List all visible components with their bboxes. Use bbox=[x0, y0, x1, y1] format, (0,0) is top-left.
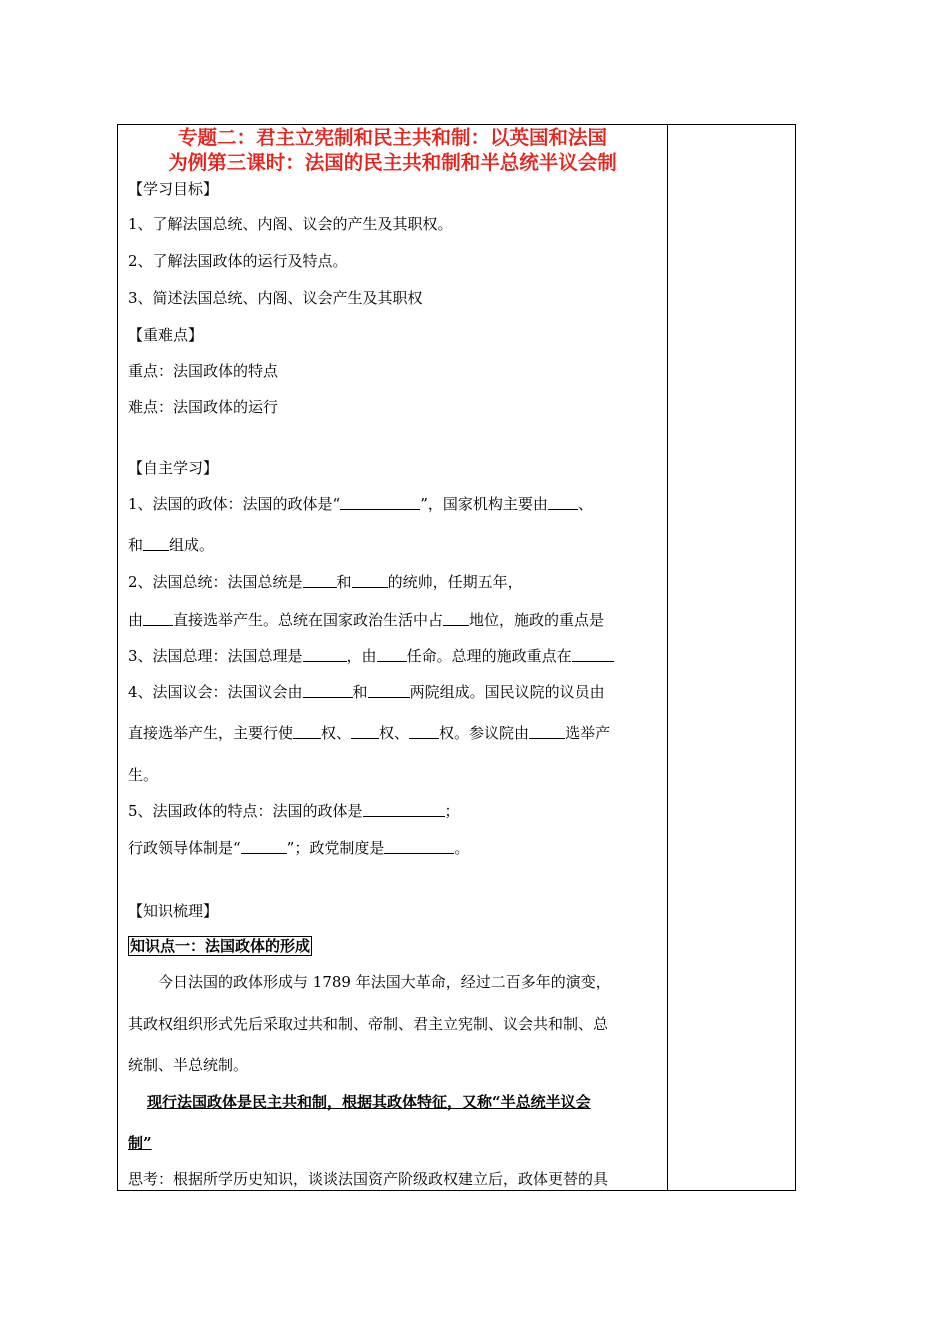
fill-blank[interactable] bbox=[352, 572, 388, 588]
fill-blank[interactable] bbox=[572, 646, 614, 662]
paragraph-line: 其政权组织形式先后采取过共和制、帝制、君主立宪制、议会共和制、总 bbox=[128, 1015, 609, 1033]
right-column-divider bbox=[667, 125, 668, 1190]
goal-item: 2、了解法国政体的运行及特点。 bbox=[128, 252, 348, 270]
fill-blank[interactable] bbox=[409, 723, 439, 739]
knowledge-heading: 【知识梳理】 bbox=[128, 902, 219, 920]
key-difficulty: 难点：法国政体的运行 bbox=[128, 398, 279, 416]
fill-blank[interactable] bbox=[303, 682, 353, 698]
paragraph-line: 今日法国的政体形成与 1789 年法国大革命，经过二百多年的演变， bbox=[158, 973, 611, 991]
main-cell bbox=[118, 125, 667, 1190]
goal-item: 1、了解法国总统、内阁、议会的产生及其职权。 bbox=[128, 215, 453, 233]
fill-blank[interactable] bbox=[303, 572, 337, 588]
fill-blank[interactable] bbox=[368, 682, 410, 698]
think-question: 思考：根据所学历史知识，谈谈法国资产阶级政权建立后，政体更替的具 bbox=[128, 1170, 609, 1188]
fill-blank[interactable] bbox=[363, 801, 445, 817]
question-5-cont: 行政领导体制是“ ”；政党制度是 。 bbox=[128, 839, 470, 857]
fill-blank[interactable] bbox=[384, 838, 454, 854]
question-5: 5、法国政体的特点：法国的政体是 ； bbox=[128, 802, 460, 820]
question-2: 2、法国总统：法国总统是 和 的统帅，任期五年， bbox=[128, 573, 523, 591]
page-title-line1: 专题二：君主立宪制和民主共和制：以英国和法国 bbox=[177, 126, 607, 149]
key-focus: 重点：法国政体的特点 bbox=[128, 362, 279, 380]
key-heading: 【重难点】 bbox=[128, 326, 204, 344]
self-study-heading: 【自主学习】 bbox=[128, 459, 219, 477]
fill-blank[interactable] bbox=[241, 838, 287, 854]
question-3: 3、法国总理：法国总理是 ，由 任命。总理的施政重点在 bbox=[128, 646, 659, 666]
paragraph-line: 统制、半总统制。 bbox=[128, 1056, 249, 1074]
bold-statement-line: 制” bbox=[128, 1134, 152, 1152]
fill-blank[interactable] bbox=[293, 723, 321, 739]
knowledge-point-1 bbox=[128, 936, 659, 956]
fill-blank[interactable] bbox=[303, 646, 347, 662]
question-1: 1、法国的政体：法国的政体是“ ”，国家机构主要由 、 bbox=[128, 495, 593, 513]
knowledge-point-title: 知识点一：法国政体的形成 bbox=[130, 937, 311, 955]
goals-heading: 【学习目标】 bbox=[128, 180, 219, 198]
document-table bbox=[117, 124, 796, 1191]
fill-blank[interactable] bbox=[443, 610, 469, 626]
fill-blank[interactable] bbox=[548, 494, 578, 510]
fill-blank[interactable] bbox=[377, 646, 407, 662]
fill-blank[interactable] bbox=[143, 535, 169, 551]
goal-item: 3、简述法国总统、内阁、议会产生及其职权 bbox=[128, 289, 423, 307]
fill-blank[interactable] bbox=[351, 723, 379, 739]
fill-blank[interactable] bbox=[340, 494, 420, 510]
question-4-cont2: 生。 bbox=[128, 766, 159, 784]
fill-blank[interactable] bbox=[143, 610, 173, 626]
bold-statement-line: 现行法国政体是民主共和制，根据其政体特征，又称“半总统半议会 bbox=[147, 1093, 591, 1111]
question-4: 4、法国议会：法国议会由 和 两院组成。国民议院的议员由 bbox=[128, 683, 605, 701]
page-title-line2: 为例第三课时：法国的民主共和制和半总统半议会制 bbox=[168, 151, 617, 174]
fill-blank[interactable] bbox=[529, 723, 565, 739]
question-2-cont: 由 直接选举产生。总统在国家政治生活中占 地位，施政的重点是 bbox=[128, 611, 605, 629]
question-1-cont: 和 组成。 bbox=[128, 536, 215, 554]
question-4-cont: 直接选举产生，主要行使 权、 权、 权。参议院由 选举产 bbox=[128, 724, 611, 742]
